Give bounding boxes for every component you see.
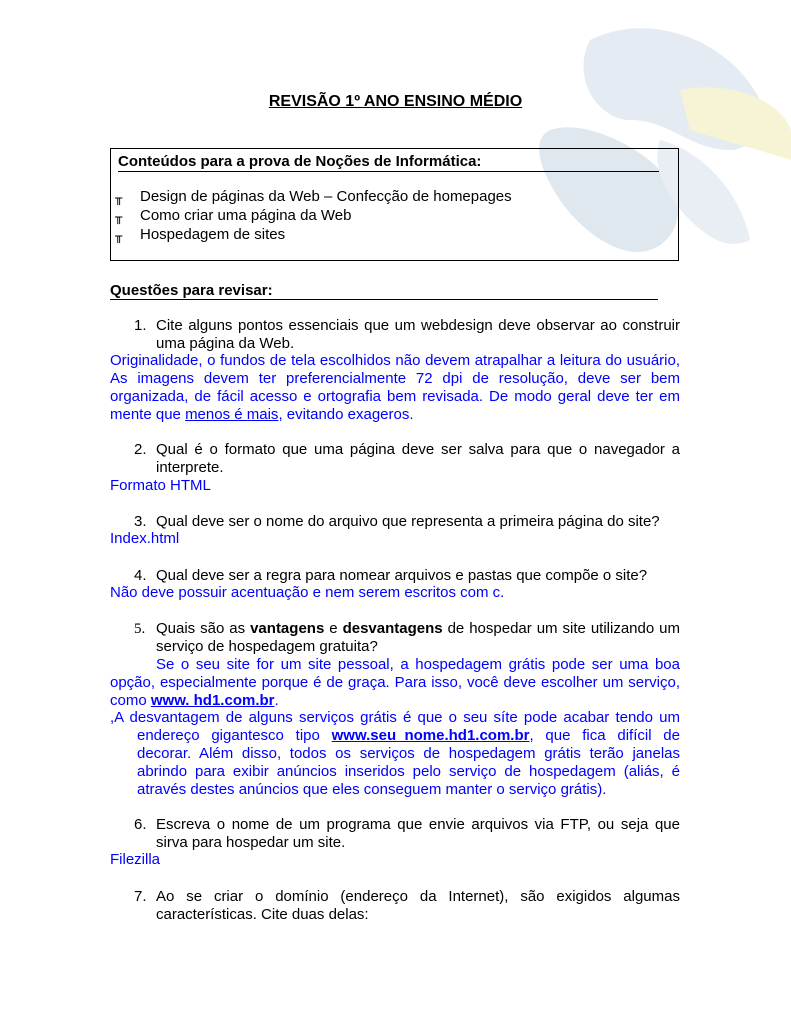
question-1 [134, 317, 680, 353]
question-text: Ao se criar o domínio (endereço da Internet), são exigidos algumas características. Cite duas delas: [156, 888, 680, 923]
page-title: REVISÃO 1º ANO ENSINO MÉDIO [268, 93, 523, 110]
list-item: ╥ Como criar uma página da Web [115, 206, 512, 225]
bullet-icon: ╥ [115, 210, 123, 224]
question-4 [134, 567, 680, 585]
question-text: Qual é o formato que uma página deve ser salva para que o navegador a interprete. [156, 441, 680, 476]
seu-nome-link[interactable]: www.seu_nome.hd1.com.br [331, 727, 530, 744]
bullet-icon: ╥ [115, 191, 123, 205]
answer-5-advantages: Se o seu site for um site pessoal, a hospedagem grátis pode ser uma boa opção, especialmente porque é de graça. Para isso, você deve escolher um serviço, como www. hd1.com.br. [110, 656, 680, 709]
answer-5-disadvantages: ,A desvantagem de alguns serviços grátis é que o seu síte pode acabar tendo um endereço gigantesco tipo www.seu_nome.hd1.com.br, que fica difícil de decorar. Além disso, todos os serviços de hospedagem grátis terão janelas abrindo para exibir anúncios inseridos pelo serviço de hospedagem (aliás, é através destes anúncios que eles conseguem manter o serviço grátis). [110, 709, 680, 798]
question-text: Qual deve ser a regra para nomear arquivos e pastas que compõe o site? [156, 567, 648, 584]
question-number: 2. [134, 441, 147, 458]
question-text: Cite alguns pontos essenciais que um webdesign deve observar ao construir uma página da Web. [156, 317, 680, 352]
question-text: Qual deve ser o nome do arquivo que representa a primeira página do site? [156, 513, 660, 530]
question-2 [134, 441, 680, 477]
question-text: Escreva o nome de um programa que envie arquivos via FTP, ou seja que sirva para hospedar um site. [156, 816, 680, 851]
question-text: Quais são as vantagens e desvantagens de hospedar um site utilizando um serviço de hospedagem gratuita? [156, 620, 680, 655]
questions-heading: Questões para revisar: [110, 282, 658, 300]
question-3 [134, 513, 680, 531]
question-7 [134, 888, 680, 924]
question-number: 5. [134, 621, 146, 637]
question-number: 1. [134, 317, 147, 334]
list-item: ╥ Design de páginas da Web – Confecção de homepages [115, 187, 512, 206]
question-number: 7. [134, 888, 147, 905]
contents-box [110, 148, 679, 261]
bullet-icon: ╥ [115, 229, 123, 243]
answer-1: Originalidade, o fundos de tela escolhidos não devem atrapalhar a leitura do usuário, As imagens devem ter preferencialmente 72 dpi de resolução, deve ser bem organizada, de fácil acesso e ortografia bem revisada. De modo geral deve ter em mente que menos é mais, evitando exageros. [110, 352, 680, 423]
list-item: ╥ Hospedagem de sites [115, 225, 512, 244]
answer-4: Não deve possuir acentuação e nem serem escritos com c. [110, 584, 505, 601]
question-number: 4. [134, 567, 147, 584]
question-number: 3. [134, 513, 147, 530]
question-6 [134, 816, 680, 852]
answer-2: Formato HTML [110, 477, 211, 494]
answer-3: Index.html [110, 530, 180, 547]
contents-list [115, 187, 512, 244]
answer-6: Filezilla [110, 851, 161, 868]
question-5 [134, 620, 680, 656]
contents-heading: Conteúdos para a prova de Noções de Informática: [118, 153, 659, 172]
hd1-link[interactable]: www. hd1.com.br [150, 692, 275, 709]
question-number: 6. [134, 816, 147, 833]
